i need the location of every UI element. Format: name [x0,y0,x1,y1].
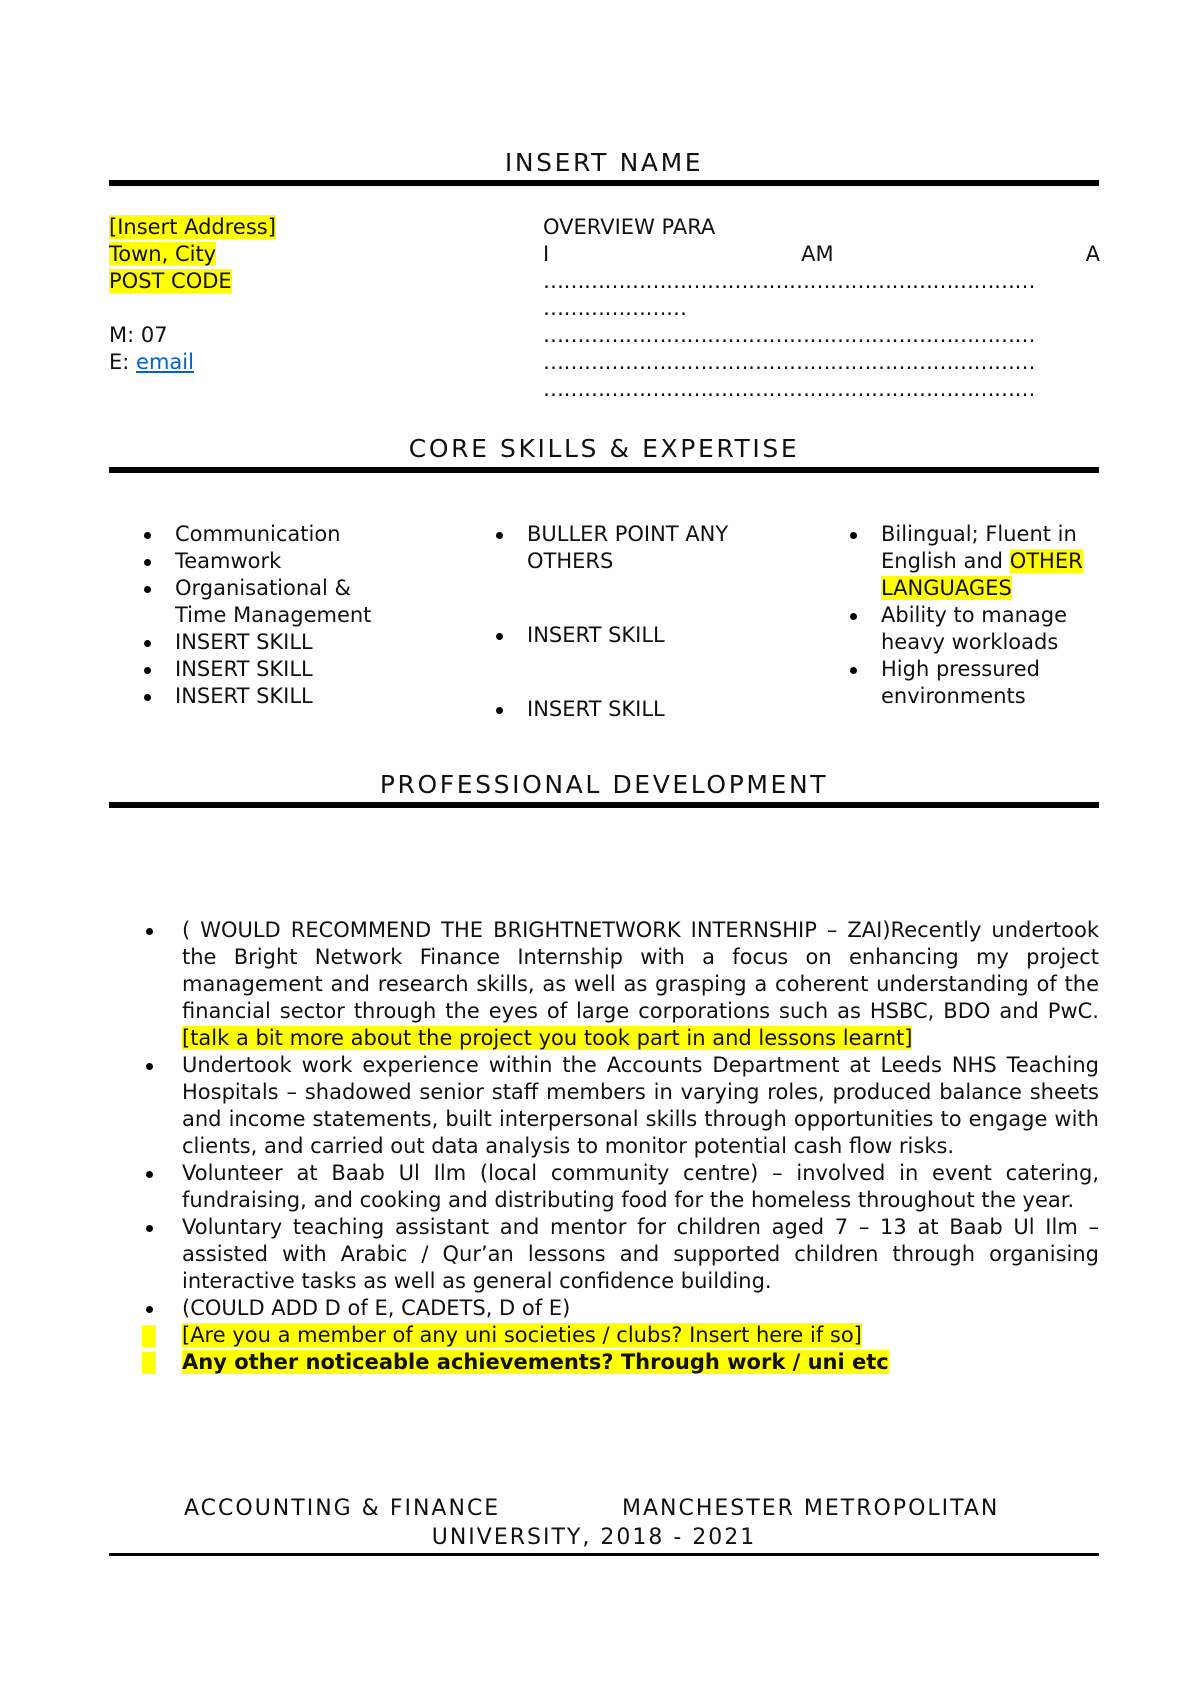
education-dates: UNIVERSITY, 2018 - 2021 [431,1525,757,1550]
overview-dots-line: ……………………………………………………………… [543,269,1035,293]
skill-item-highlight: OTHER LANGUAGES [881,549,1083,600]
skill-item: INSERT SKILL [489,622,729,649]
skills-heading: CORE SKILLS & EXPERTISE [408,434,800,463]
development-item [109,1322,1099,1349]
education-rule [109,1553,1099,1556]
skills-rule [109,467,1099,473]
skill-item: INSERT SKILL [137,683,377,710]
development-item-highlight: [Are you a member of any uni societies / clubs? Insert here if so] [182,1323,862,1347]
overview-dots-line: ……………………………………………………………… [543,323,1035,347]
address-line: [Insert Address] [109,215,276,239]
development-rule [109,802,1099,808]
development-item-highlight: [talk a bit more about the project you took part in and lessons learnt] [182,1026,913,1050]
development-list [109,917,1099,1376]
overview-word: AM [801,242,834,266]
skill-item: Ability to manage heavy workloads [843,602,1093,656]
development-item: Voluntary teaching assistant and mentor for children aged 7 – 13 at Baab Ul Ilm – assisted with Arabic / Qur’an lessons and supported children through organising interactive tasks as well as general confidence building. [109,1214,1099,1295]
postcode-line: POST CODE [109,269,232,293]
education-block [109,1494,1099,1552]
education-course: ACCOUNTING & FINANCE [184,1496,501,1521]
skills-column-1 [137,521,377,710]
name-heading: INSERT NAME [504,148,704,177]
overview-dots-line: ………………… [543,296,687,320]
town-line: Town, City [109,242,217,266]
email-link[interactable]: email [136,350,194,374]
overview-dots-line: ……………………………………………………………… [543,377,1035,401]
development-item-highlight: Any other noticeable achievements? Through work / uni etc [182,1350,889,1374]
overview-intro-line [543,241,1100,268]
development-item: Volunteer at Baab Ul Ilm (local community centre) – involved in event catering, fundraising, and cooking and distributing food for the homeless throughout the year. [109,1160,1099,1214]
skill-item-text: Bilingual; Fluent in English and [881,522,1077,573]
skill-item [843,521,1093,602]
development-item-text: ( WOULD RECOMMEND THE BRIGHTNETWORK INTERNSHIP – ZAI)Recently undertook the Bright Network Finance Internship with a focus on enhancing my project management and research skills, as well as grasping a coherent understanding of the financial sector through the eyes of large corporations such as HSBC, BDO and PwC. [182,918,1099,1023]
skills-column-3 [843,521,1093,710]
development-item [109,917,1099,1052]
education-university: MANCHESTER METROPOLITAN [622,1496,1000,1521]
development-heading: PROFESSIONAL DEVELOPMENT [379,770,829,799]
skill-item: INSERT SKILL [137,656,377,683]
name-rule [109,180,1099,186]
overview-block [543,214,1100,403]
email-label: E: [109,350,137,374]
development-item: (COULD ADD D of E, CADETS, D of E) [109,1295,1099,1322]
skill-item: BULLER POINT ANY OTHERS [489,521,729,575]
skill-item: Teamwork [137,548,377,575]
overview-heading: OVERVIEW PARA [543,215,716,239]
overview-word: A [1085,242,1100,266]
contact-block [109,214,276,376]
skills-column-2 [489,521,729,723]
overview-word: I [543,242,550,266]
bullet-highlight [142,1325,156,1347]
development-item [109,1349,1099,1376]
skill-item: High pressured environments [843,656,1093,710]
development-item: Undertook work experience within the Accounts Department at Leeds NHS Teaching Hospitals – shadowed senior staff members in varying roles, produced balance sheets and income statements, built interpersonal skills through opportunities to engage with clients, and carried out data analysis to monitor potential cash flow risks. [109,1052,1099,1160]
bullet-highlight [142,1352,156,1374]
overview-dots-line: ……………………………………………………………… [543,350,1035,374]
skill-item: INSERT SKILL [137,629,377,656]
skill-item: INSERT SKILL [489,696,729,723]
skill-item: Communication [137,521,377,548]
mobile-line: M: 07 [109,323,168,347]
skill-item: Organisational & Time Management [137,575,377,629]
